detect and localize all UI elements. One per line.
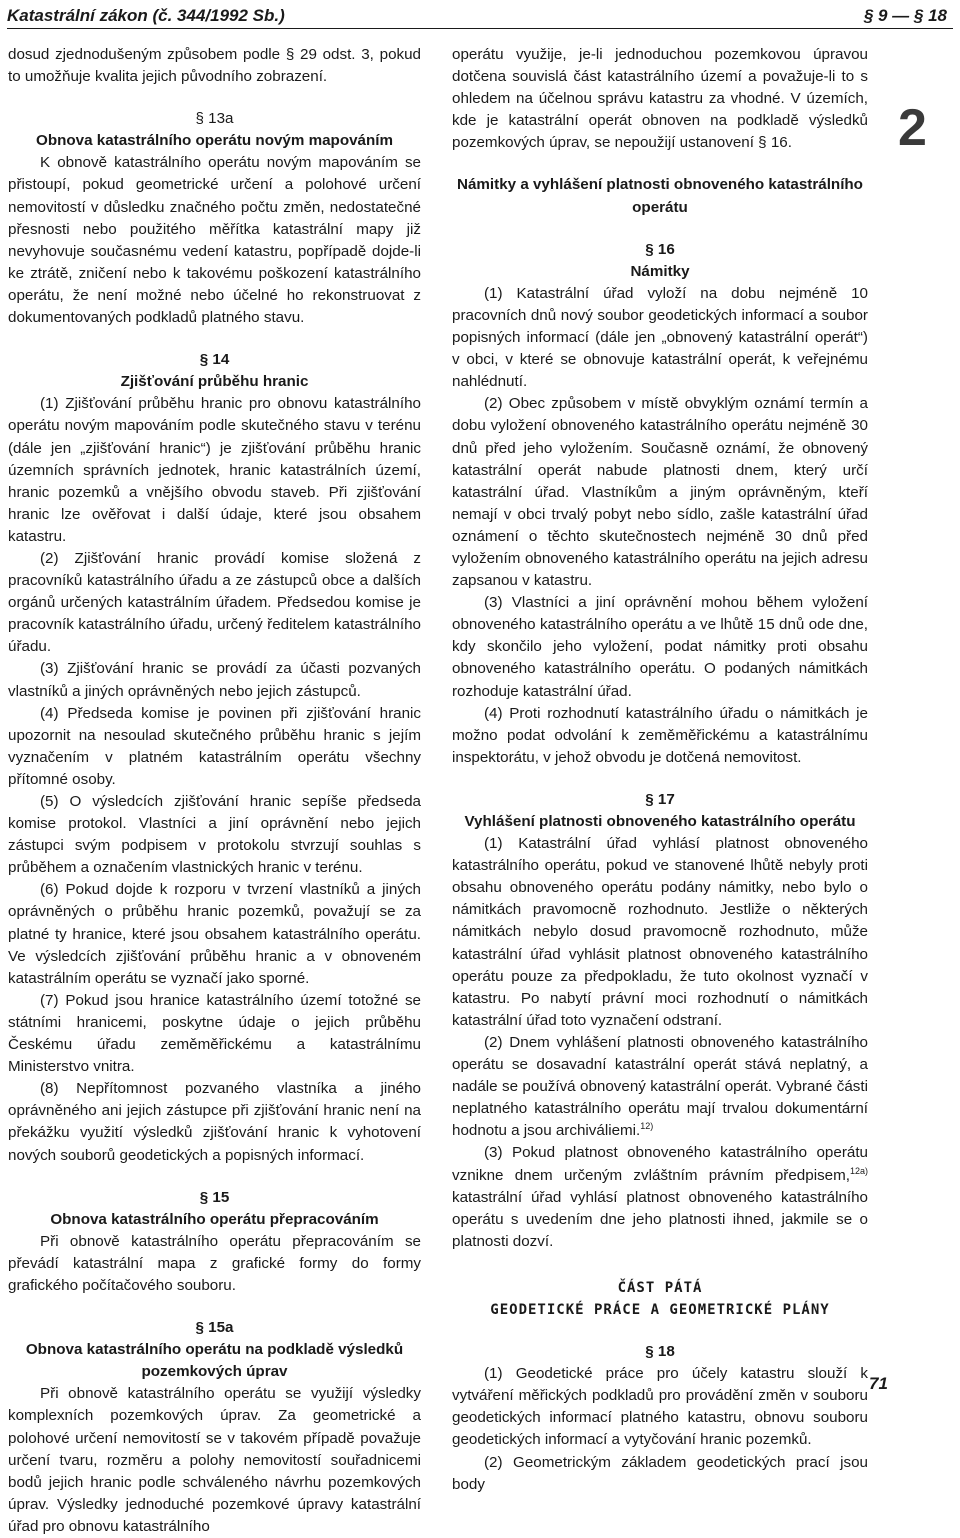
paragraph: (2) Zjišťování hranic provádí komise složená z pracovníků katastrálního úřadu a ze zástupců obce a dalších orgánů určených katastrálním úřadem. Předsedou komise je pracovník katastrálního úřadu, určený ředitelem katastrálního úřadu. xyxy=(8,549,421,656)
paragraph: (1) Katastrální úřad vyloží na dobu nejméně 10 pracovních dnů nový soubor geodetických informací a soubor popisných informací (dále jen „obnovený katastrální operát“) v obci, v které se obnovuje katastrální operát, k veřejnému nahlédnutí. xyxy=(452,284,868,391)
paragraph: K obnově katastrálního operátu novým mapováním se přistoupí, pokud geometrické určení a polohové určení nemovitostí v důsledku značného počtu změn, nedostatečné přesnosti nebo použitého měřítka katastrální mapy již nevyhovuje současnému vedení katastru, popřípadě dojde-li ke ztrátě, zničení nebo k takovému poškození katastrálního operátu, že není možné nebo účelné ho rekonstruovat z dokumentovaných podkladů platného stavu. xyxy=(8,154,421,327)
section-number-16: § 16 xyxy=(645,240,675,258)
running-header xyxy=(7,0,953,28)
chapter-number-tab: 2 xyxy=(898,99,927,157)
paragraph: (5) O výsledcích zjišťování hranic sepíše předseda komise protokol. Vlastníci a jiní oprávnění nebo jejich zástupci svým podpisem v protokolu stvrzují souhlas s průběhem a označením vlastnických hranic v terénu. xyxy=(8,793,421,877)
paragraph: (1) Zjišťování průběhu hranic pro obnovu katastrálního operátu novým mapováním podle skutečného stavu v terénu (dále jen „zjišťování hranic“) je zjišťování průběhu hranic územních správních jednotek, hranic katastrálních území, hranic pozemků a vnějšího obvodu staveb. Při zjišťování hranic lze ověřovat i další údaje, které jsou obsahem katastru. xyxy=(8,395,421,545)
part-label: ČÁST PÁTÁ xyxy=(617,1279,703,1296)
section-number-17: § 17 xyxy=(645,790,675,808)
paragraph: (1) Katastrální úřad vyhlásí platnost obnoveného katastrálního operátu, pokud ve stanovené lhůtě nebyly proti obsahu obnoveného operátu podány námitky, nebo bylo o námitkách pravomocně rozhodnuto. Jestliže o některých námitkách nebylo dosud pravomocně rozhodnuto, může katastrální úřad vyhlásit platnost obnoveného katastrálního operátu pouze za předpokladu, že tuto okolnost vyznačí v katastru. Po nabytí právní moci rozhodnutí o námitkách katastrální úřad toto vyznačení odstraní. xyxy=(452,835,868,1029)
section-title-16: Námitky xyxy=(630,262,690,280)
paragraph xyxy=(452,1142,868,1252)
paragraph: (4) Předseda komise je povinen při zjišťování hranic upozornit na nesoulad skutečného průběhu hranic s jejím vyznačením v platném katastrálním operátu všechny přítomné osoby. xyxy=(8,704,421,788)
paragraph: dosud zjednodušeným způsobem podle § 29 odst. 3, pokud to umožňuje kvalita jejich původního zobrazení. xyxy=(8,46,421,86)
section-title-15: Obnova katastrálního operátu přepracováním xyxy=(50,1210,379,1228)
paragraph-text: katastrální úřad vyhlásí platnost obnoveného katastrálního operátu s uvedením dne jeho platnosti ihned, jakmile se o platnosti dozví. xyxy=(452,1188,868,1250)
section-number-14: § 14 xyxy=(199,351,230,369)
footnote-ref: 12) xyxy=(640,1121,654,1132)
paragraph: (6) Pokud dojde k rozporu v tvrzení vlastníků a jiných oprávněných o průběhu hranic pozemků, považují se za platné ty hranice, které jsou obsahem katastrálního operátu. Ve výsledcích zjišťování průběhu hranic a v obnoveném katastrálním operátu se vyznačí jako sporné. xyxy=(8,881,421,987)
group-title: Námitky a vyhlášení platnosti obnoveného katastrálního operátu xyxy=(457,176,863,216)
paragraph: (8) Nepřítomnost pozvaného vlastníka a jiného oprávněného ani jejich zástupce při zjišťování hranic není na překážku využití výsledků zjišťování hranic k vyhotovení nových souborů geodetických a popisných informací. xyxy=(8,1080,421,1164)
paragraph: (7) Pokud jsou hranice katastrálního území totožné se státními hranicemi, poskytne údaje o jejich průběhu Českému úřadu zeměměřickému a katastrálnímu Ministerstvo vnitra. xyxy=(8,991,421,1076)
left-column xyxy=(8,44,421,1538)
paragraph: (2) Obec způsobem v místě obvyklým oznámí termín a dobu vyložení obnoveného katastrálního operátu nejméně 30 dnů před jeho vyložením. Současně oznámí, že obnovený katastrální operát nabude platnosti dnem, který určí katastrální úřad. Vlastníkům a jiným oprávněným, kteří nemají v obci trvalý pobyt nebo sídlo, zašle katastrální úřad oznámení o těchto skutečnostech nejméně 30 dnů před vyložením obnoveného katastrálního operátu na jejich adresu zapsanou v katastru. xyxy=(452,395,868,590)
paragraph: (3) Zjišťování hranic se provádí za účasti pozvaných vlastníků a jiných oprávněných nebo jejich zástupců. xyxy=(8,660,421,700)
paragraph: (3) Vlastníci a jiní oprávnění mohou během vyložení obnoveného katastrálního operátu a ve lhůtě 15 dnů ode dne, kdy skončilo jeho vyložení, podat námitky proti obsahu obnoveného katastrálního operátu. O podaných námitkách rozhoduje katastrální úřad. xyxy=(452,594,868,700)
header-section-range: § 9 — § 18 xyxy=(863,6,947,25)
paragraph: (1) Geodetické práce pro účely katastru slouží k vytváření měřických podkladů pro provádění změn v souboru geodetických informací platného katastru, obnovu souboru geodetických informací a vytyčování hranic pozemků. xyxy=(452,1365,868,1449)
part-title: GEODETICKÉ PRÁCE A GEOMETRICKÉ PLÁNY xyxy=(490,1301,830,1318)
paragraph: (2) Geometrickým základem geodetických prací jsou body xyxy=(452,1453,868,1493)
paragraph: (4) Proti rozhodnutí katastrálního úřadu o námitkách je možno podat odvolání k zeměměřickému a katastrálnímu inspektorátu, v jehož obvodu je dotčená nemovitost. xyxy=(452,704,868,766)
right-column xyxy=(452,44,868,1496)
section-title-15a: Obnova katastrálního operátu na podkladě výsledků pozemkových úprav xyxy=(25,1341,404,1381)
paragraph: Při obnově katastrálního operátu se využijí výsledky komplexních pozemkových úprav. Za geometrické a polohové určení nemovitostí se v takovém případě považuje určení tvaru, rozměru a polohy nemovitostí souřadnicemi bodů jejich hranic podle schváleného návrhu pozemkových úprav. Výsledky jednoduché pozemkové úpravy katastrální úřad pro obnovu katastrálního xyxy=(8,1385,421,1535)
section-title-13a: Obnova katastrálního operátu novým mapováním xyxy=(36,132,393,150)
section-title-17: Vyhlášení platnosti obnoveného katastrálního operátu xyxy=(464,813,856,830)
paragraph: operátu využije, je-li jednoduchou pozemkovou úpravou dotčena souvislá část katastrálního území a považuje-li to s ohledem na účelnou správu katastru za vhodné. V územích, kde je katastrální operát obnoven na podkladě výsledků pozemkových úprav, se nepoužijí ustanovení § 16. xyxy=(452,46,868,152)
section-number-13a: § 13a xyxy=(195,110,234,128)
paragraph-text: (2) Dnem vyhlášení platnosti obnoveného katastrálního operátu se dosavadní katastrální operát stává neplatný, a nadále se používá obnovený katastrální operát. Vybrané části neplatného katastrálního operátu mají trvalou dokumentární hodnotu a jsou archiváliemi. xyxy=(452,1033,868,1140)
paragraph: Při obnově katastrálního operátu přepracováním se převádí katastrální mapa z grafické formy do formy grafického počítačového souboru. xyxy=(8,1232,421,1294)
section-number-18: § 18 xyxy=(645,1343,675,1361)
page-number: 71 xyxy=(869,1374,888,1393)
header-rule xyxy=(7,28,953,29)
section-number-15: § 15 xyxy=(199,1188,230,1206)
footnote-ref: 12a) xyxy=(849,1165,868,1176)
section-number-15a: § 15a xyxy=(195,1319,234,1337)
header-law-title: Katastrální zákon (č. 344/1992 Sb.) xyxy=(7,6,285,25)
section-title-14: Zjišťování průběhu hranic xyxy=(120,373,309,391)
paragraph xyxy=(452,1032,868,1142)
paragraph-text: (3) Pokud platnost obnoveného katastrálního operátu vznikne dnem určeným zvláštním právním předpisem, xyxy=(452,1144,868,1184)
